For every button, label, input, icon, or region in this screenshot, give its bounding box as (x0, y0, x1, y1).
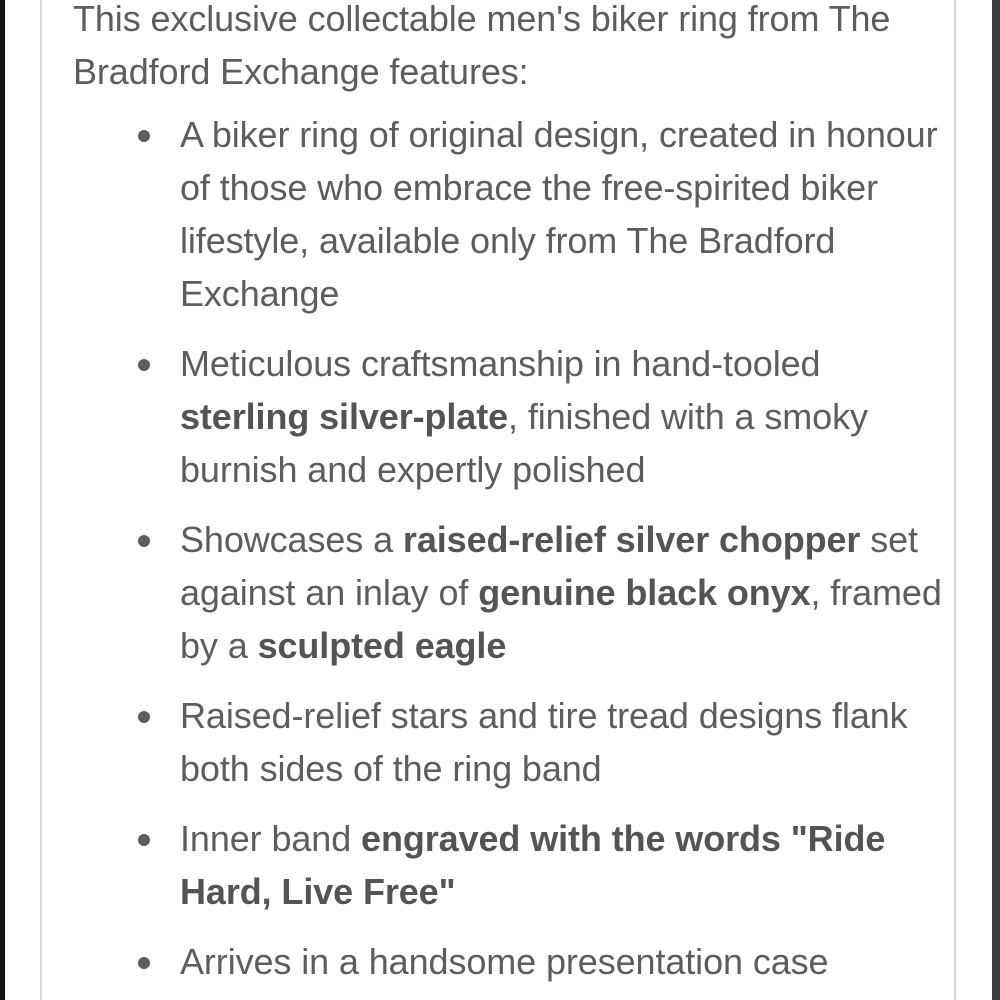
page-edge-bar-left (0, 0, 5, 1000)
plain-text: A biker ring of original design, created in honour of those who embrace the free-spirited biker lifestyle, available only from The Bradford Exchange (180, 114, 938, 314)
list-item-text (180, 935, 948, 988)
bullet-dot-icon (138, 711, 150, 723)
list-item-text (180, 513, 948, 672)
list-item (42, 689, 954, 795)
list-item (42, 337, 954, 496)
bullet-dot-icon (138, 834, 150, 846)
plain-text: Meticulous craftsmanship in hand-tooled (180, 343, 821, 384)
list-item (42, 108, 954, 320)
list-item (42, 812, 954, 918)
emphasis-text: sterling silver-plate (180, 396, 509, 437)
plain-text: Arrives in a handsome presentation case (180, 941, 829, 982)
list-item-text (180, 108, 948, 320)
emphasis-text: sculpted eagle (257, 625, 507, 666)
page-edge-bar-right (992, 0, 1000, 1000)
emphasis-text: genuine black onyx (478, 572, 811, 613)
plain-text: , finished with a smoky burnish and expertly polished (180, 396, 868, 490)
feature-list (42, 108, 954, 988)
list-item (42, 513, 954, 672)
bullet-dot-icon (138, 130, 150, 142)
emphasis-text: raised-relief silver chopper (402, 519, 861, 560)
list-item-text (180, 812, 948, 918)
plain-text: Inner band (180, 818, 362, 859)
intro-paragraph: This exclusive collectable men's biker ring from The Bradford Exchange features: (73, 0, 891, 92)
list-item-text (180, 689, 948, 795)
product-features-content (42, 0, 954, 1000)
bullet-dot-icon (138, 957, 150, 969)
plain-text: Raised-relief stars and tire tread designs flank both sides of the ring band (180, 695, 908, 789)
plain-text: , framed by a (180, 572, 942, 666)
emphasis-text: engraved with the words "Ride Hard, Live Free" (180, 818, 886, 912)
bullet-dot-icon (138, 535, 150, 547)
list-item (42, 935, 954, 988)
content-column-rule-right (954, 0, 956, 1000)
plain-text: Showcases a (180, 519, 403, 560)
list-item-text (180, 337, 948, 496)
plain-text: set against an inlay of (180, 519, 918, 613)
bullet-dot-icon (138, 359, 150, 371)
